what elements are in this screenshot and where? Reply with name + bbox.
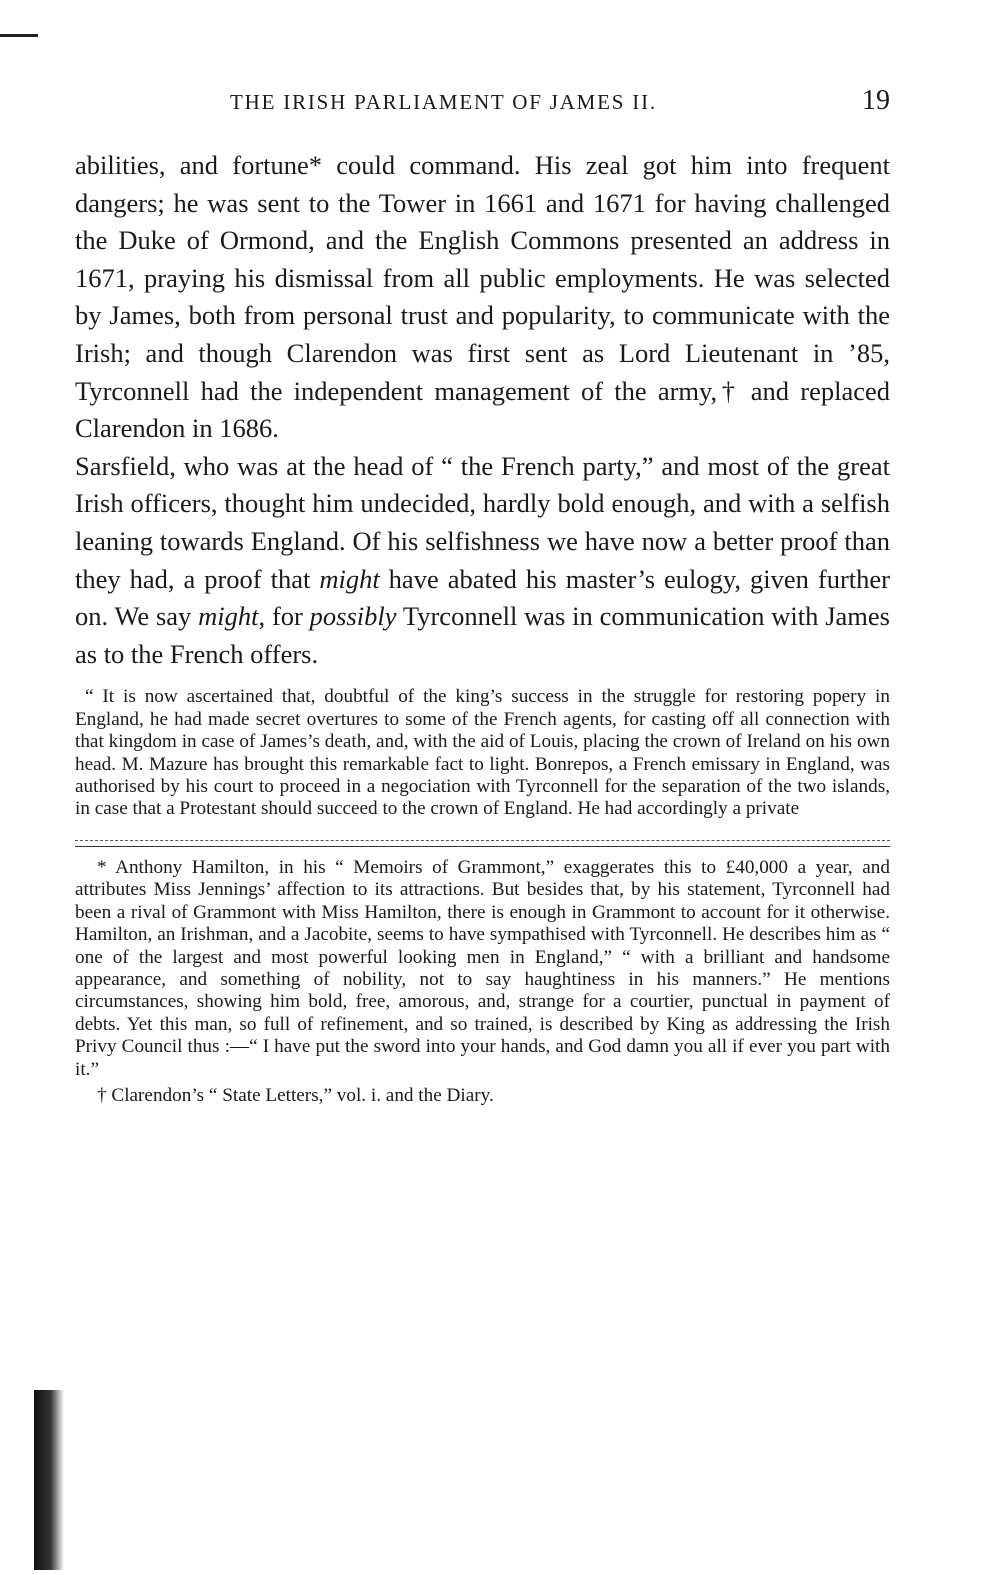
paragraph-2-part-1: Sarsfield, who was at the head of “ the French party,” and most of the great Irish officers, thought him undecided, hardly bold enough, and with a selfish leaning towards England. Of his selfishness we have now a better proof than they had, a proof that [75, 450, 890, 594]
paragraph-2-part-3: , for [258, 601, 310, 632]
paragraph-1: abilities, and fortune* could command. His zeal got him into frequent dangers; he was sent to the Tower in 1661 and 1671 for having challenged the Duke of Ormond, and the English Commons presented an address in 1671, praying his dismissal from all public employments. He was selected by James, both from personal trust and popularity, to communicate with the Irish; and though Clarendon was first sent as Lord Lieutenant in ’85, Tyrconnell had the independent management of the army,† and replaced Clarendon in 1686. [75, 150, 890, 444]
scan-spine-shadow [34, 1390, 64, 1570]
page-number: 19 [862, 85, 890, 116]
italic-possibly: possibly [309, 601, 397, 632]
footnote-star: * Anthony Hamilton, in his “ Memoirs of Grammont,” exaggerates this to £40,000 a year, and attributes Miss Jennings’ affection to its attractions. But besides that, by his statement, Tyrconnell had been a rival of Grammont with Miss Hamilton, there is enough in Grammont to account for it otherwise. Hamilton, an Irishman, and a Jacobite, seems to have sympathised with Tyrconnell. He describes him as “ one of the largest and most powerful looking men in England,” “ with a brilliant and handsome appearance, and something of nobility, not to say haughtiness in his manners.” He mentions circumstances, showing him bold, free, amorous, and, strange for a courtier, punctual in payment of debts. Yet this man, so full of refinement, and so trained, is described by King as addressing the Irish Privy Council thus :—“ I have put the sword into your hands, and God damn you all if ever you part with it.” [75, 856, 890, 1080]
block-quote: “ It is now ascertained that, doubtful of the king’s success in the struggle for restoring popery in England, he had made secret overtures to some of the French agents, for casting off all connection with that kingdom in case of James’s death, and, with the aid of Louis, placing the crown of Ireland on his own head. M. Mazure has brought this remarkable fact to light. Bonrepos, a French emissary in England, was authorised by his court to proceed in a negociation with Tyrconnell for the separation of the two islands, in case that a Protestant should succeed to the crown of England. He had accordingly a private [75, 686, 890, 820]
page-header [75, 85, 890, 125]
main-text [75, 147, 890, 673]
italic-might-1: might [319, 563, 380, 594]
dashed-divider [75, 840, 890, 841]
paragraph-2 [75, 448, 890, 674]
paragraph-2-part-2: have abated his master’s eulogy, given further on. We say [75, 563, 890, 632]
scan-corner-mark [0, 34, 38, 37]
footnote-divider [75, 846, 890, 847]
running-head: THE IRISH PARLIAMENT OF JAMES II. [230, 90, 657, 114]
footnote-dagger: † Clarendon’s “ State Letters,” vol. i. and the Diary. [97, 1085, 494, 1106]
italic-might-2: might [198, 601, 259, 632]
paragraph-2-part-4: Tyrconnell was in communication with James as to the French offers. [75, 601, 890, 669]
book-page [75, 85, 890, 1107]
